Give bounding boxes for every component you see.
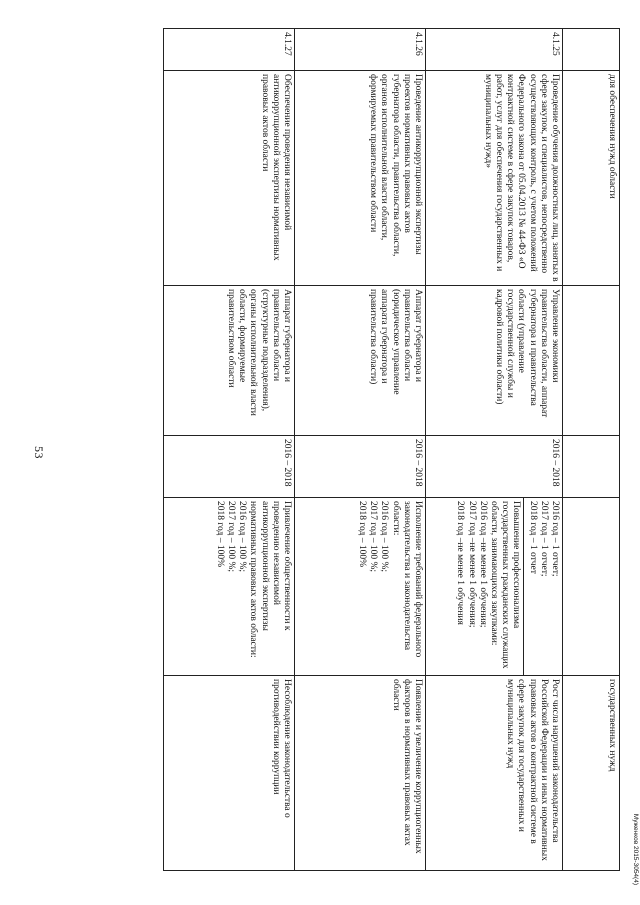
indicator-line: 2016 год – 100 %; xyxy=(379,501,390,573)
indicator-line: Повышение профессионализма государственных гражданских служащих области, занимающихся закупками: xyxy=(488,501,522,669)
indicator-line: 2018 год – 100% xyxy=(214,501,225,568)
cell-risk: государственных нужд xyxy=(563,676,620,871)
indicator-line: 2016 год – 100 %; xyxy=(237,501,248,573)
cell-number: 4.1.26 xyxy=(295,29,426,71)
indicator-line: 2018 год –не менее 1 обучения xyxy=(455,501,466,625)
cell-number xyxy=(563,29,620,71)
cell-executor: Аппарат губернатора и правительства области (юридическое управление аппарата губернатора и правительства области) xyxy=(295,286,426,436)
indicator-line: 2017 год –не менее 1 обучения; xyxy=(466,501,477,628)
cell-executor: Управление экономики правительства области, аппарат губернатора и правительства области (управление государственной службы и кадровой политики области) xyxy=(426,286,563,436)
cell-indicator xyxy=(295,498,426,676)
indicator-line: 2016 год – 1 отчет; xyxy=(550,501,560,577)
table-row-4-1-26 xyxy=(295,29,426,871)
table-row-4-1-27 xyxy=(164,29,295,871)
cell-term: 2016 – 2018 xyxy=(295,436,426,498)
indicator-line: 2018 год – 1 отчет xyxy=(523,498,537,675)
indicator-line: 2018 год – 100% xyxy=(356,501,367,568)
indicator-line: 2016 год –не менее 1 обучения; xyxy=(477,501,488,628)
footer-code: Муженков 2015-3054(4) xyxy=(632,813,639,885)
cell-risk: Появление и увеличение коррупциогенных факторов в нормативных правовых актах области xyxy=(295,676,426,871)
page-number: 53 xyxy=(32,446,46,459)
indicator-line: 2017 год – 1 отчет; xyxy=(538,501,549,577)
indicator-line: 2017 год – 100 %; xyxy=(368,501,379,573)
cell-measure: Проведение антикоррупционной экспертизы проектов нормативных правовых актов губернатора области, правительства области, органов исполнительной власти области, формируемых правительством области xyxy=(295,71,426,286)
cell-indicator xyxy=(164,498,295,676)
indicator-line: Привлечение общественности к проведению независимой антикоррупционной экспертизы нормативных правовых актов области: xyxy=(248,501,292,658)
cell-term: 2016 – 2018 xyxy=(164,436,295,498)
cell-measure: Проведение обучения должностных лиц, занятых в сфере закупок, и специалистов, непосредственно осуществляющих контроль, с учетом положений Федерального закона от 05.04.2013 № 44-ФЗ «О контрактной системе в сфере закупок товаров, работ, услуг для обеспечения государственных и муниципальных нужд» xyxy=(426,71,563,286)
rotated-table-sheet xyxy=(42,28,620,870)
cell-risk: Несоблюдение законодательства о противодействии коррупции xyxy=(164,676,295,871)
indicator-line: Исполнение требований федерального законодательства и законодательства области: xyxy=(390,501,423,658)
table-row-4-1-25 xyxy=(426,29,563,871)
cell-measure: для обеспечения нужд области xyxy=(563,71,620,286)
cell-number: 4.1.27 xyxy=(164,29,295,71)
cell-indicator xyxy=(426,498,563,676)
cell-measure: Обеспечение проведения независимой антикоррупционной экспертизы нормативных правовых актов области xyxy=(164,71,295,286)
cell-number: 4.1.25 xyxy=(426,29,563,71)
cell-risk: Рост числа нарушений законодательства Российской Федерации и иных нормативных правовых актов о контрактной системе в сфере закупок для государственных и муниципальных нужд xyxy=(426,676,563,871)
cell-term xyxy=(563,436,620,498)
cell-executor xyxy=(563,286,620,436)
indicator-line: 2017 год – 100 %; xyxy=(225,501,236,573)
measures-table xyxy=(163,28,620,871)
cell-indicator xyxy=(563,498,620,676)
cell-term: 2016 – 2018 xyxy=(426,436,563,498)
table-row-continuation xyxy=(563,29,620,871)
cell-executor: Аппарат губернатора и правительства области (структурные подразделения), органы исполнительной власти области, формируемые правительством области xyxy=(164,286,295,436)
